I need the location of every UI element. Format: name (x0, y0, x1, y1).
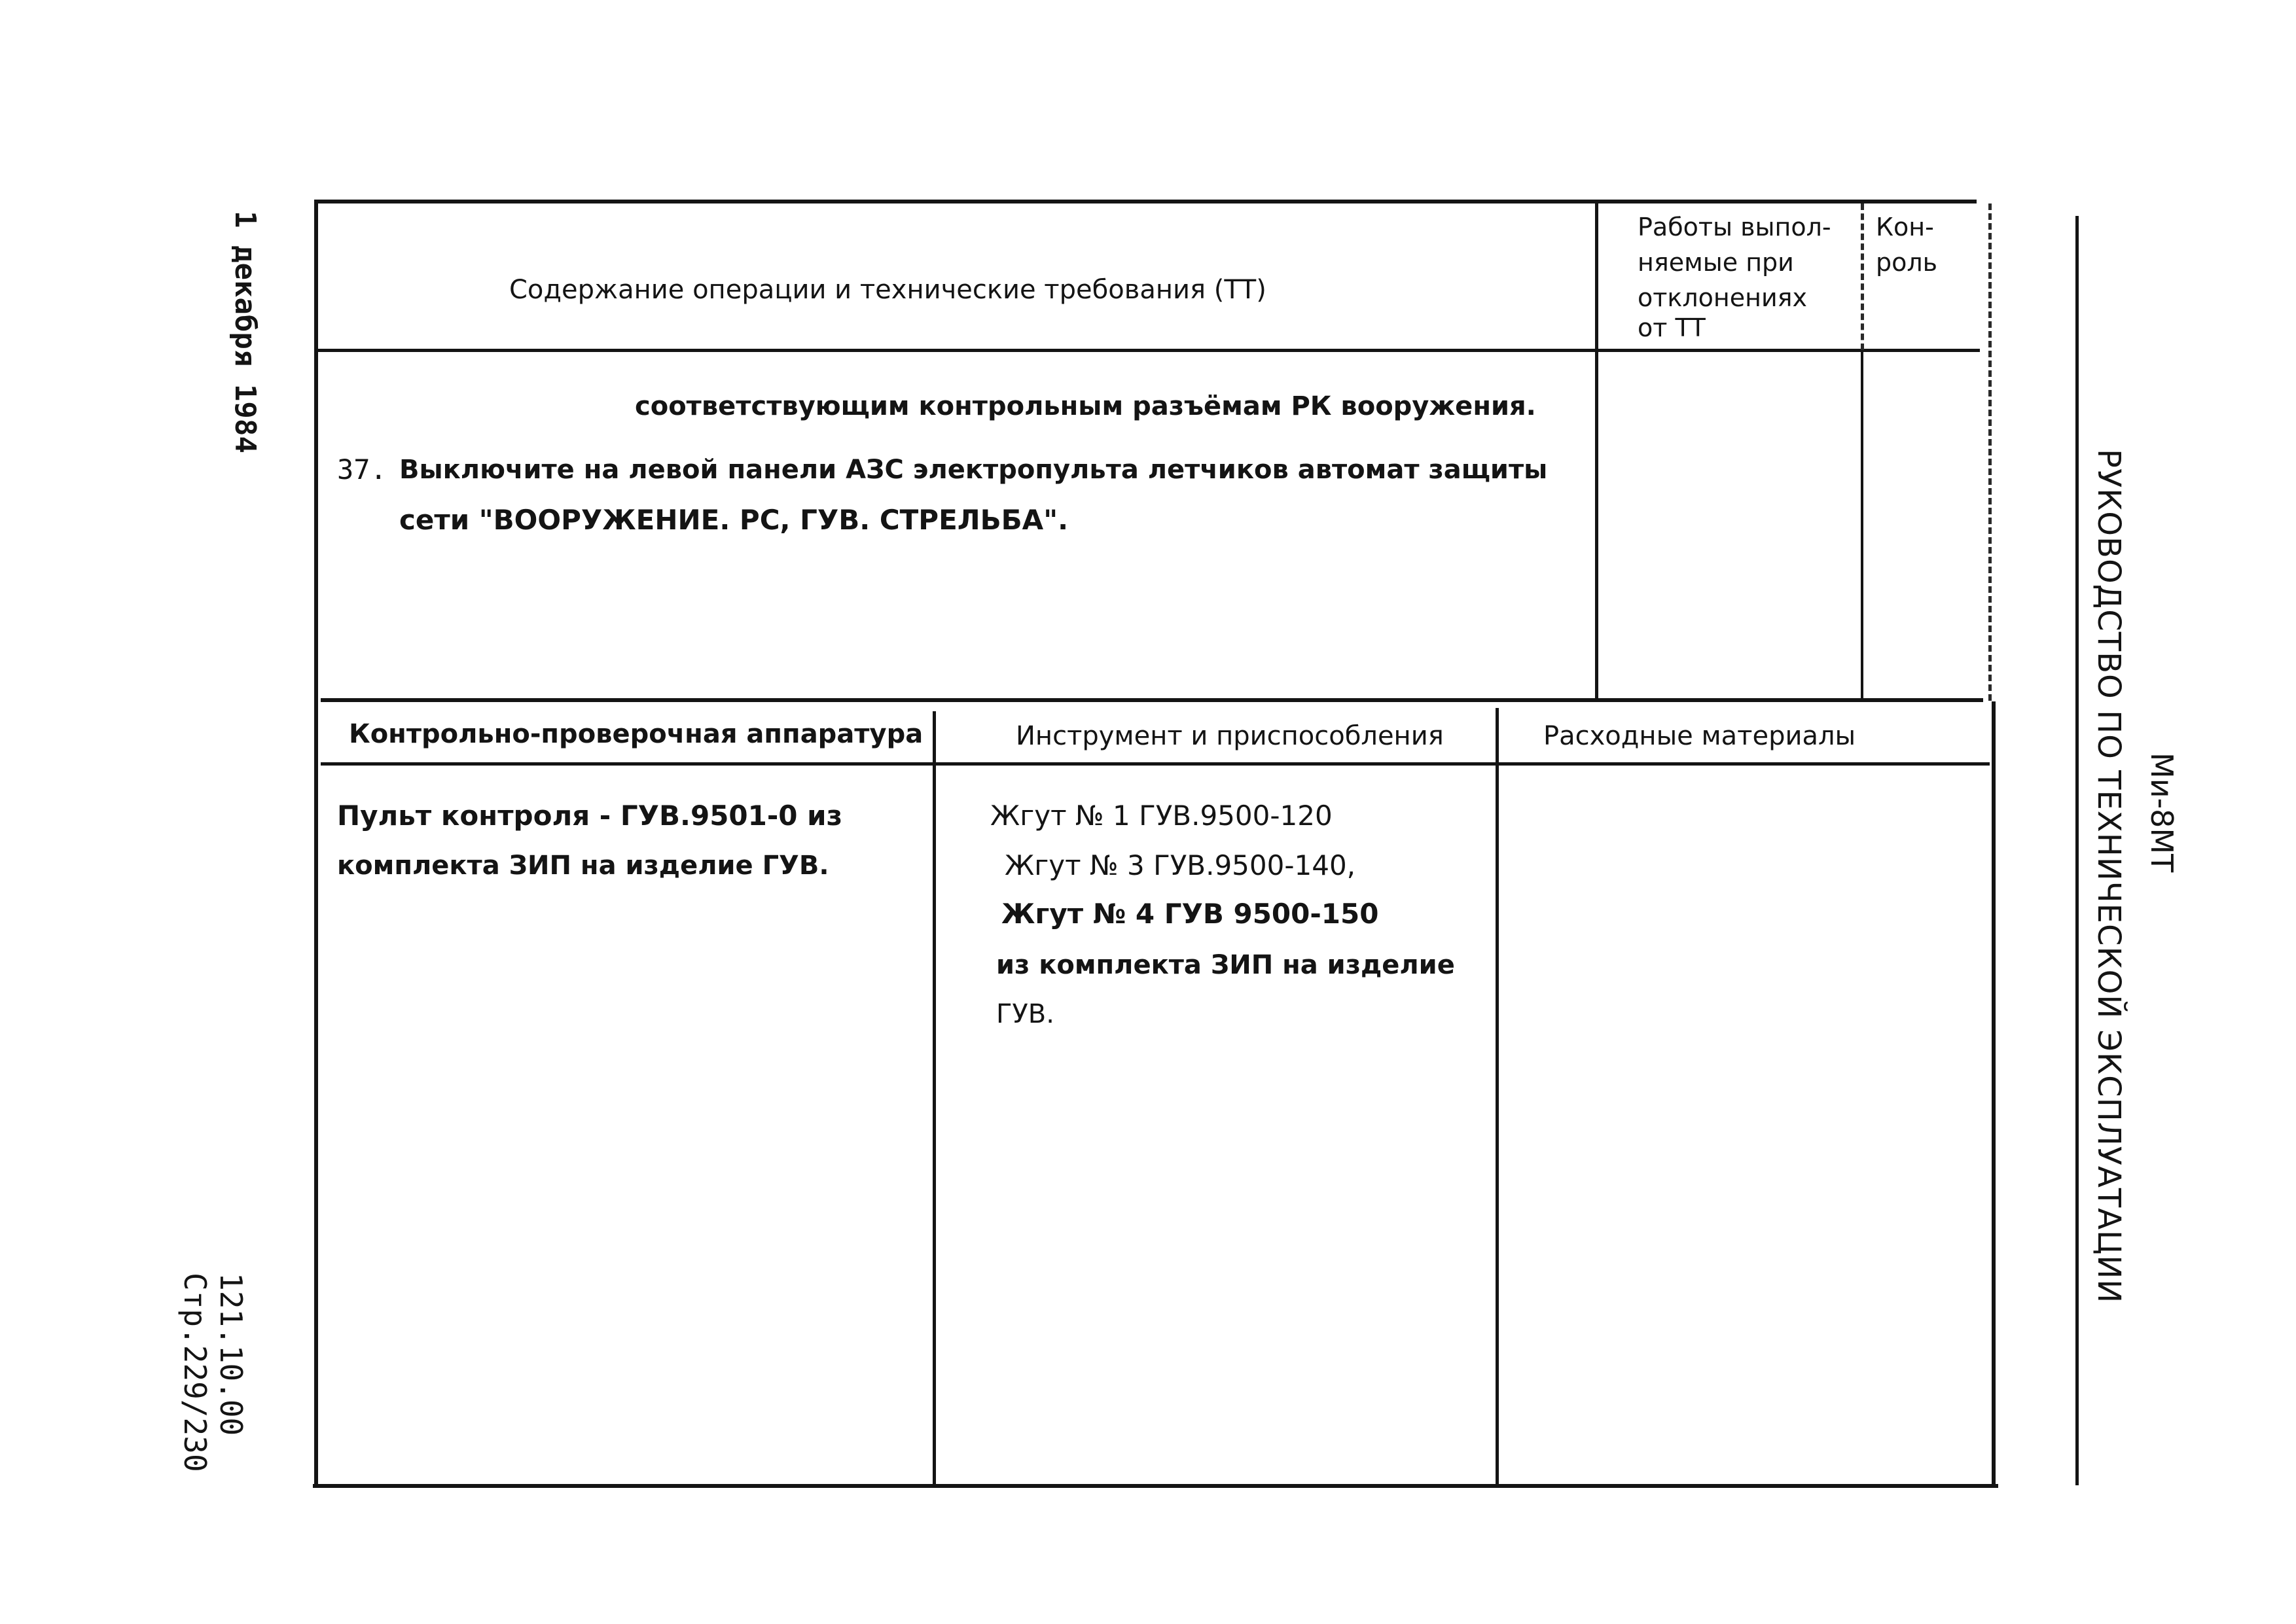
table-right-border-lower (1992, 701, 1996, 1487)
issue-date: 1 декабря 1984 (228, 211, 262, 453)
document-code: 121.10.00 (213, 1273, 249, 1436)
control-header-line: Кон- (1876, 213, 1934, 241)
table-left-border (314, 200, 318, 1487)
tools-line: Жгут № 1 ГУВ.9500-120 (990, 800, 1333, 832)
deviation-col-divider-lower (1595, 352, 1598, 700)
tools-line: из комплекта ЗИП на изделие (996, 950, 1455, 980)
manual-title: РУКОВОДСТВО ПО ТЕХНИЧЕСКОЙ ЭКСПЛУАТАЦИИ (2090, 449, 2127, 1304)
equipment-line: Пульт контроля - ГУВ.9501-0 из (337, 800, 842, 832)
table-top-border (317, 200, 1977, 203)
step-text-line2: сети "ВООРУЖЕНИЕ. РС, ГУВ. СТРЕЛЬБА". (399, 504, 1069, 536)
equipment-column-header: Контрольно-проверочная аппаратура (349, 719, 924, 749)
content-column-header: Содержание операции и технические требования (ТТ) (509, 275, 1266, 305)
tools-line: Жгут № 3 ГУВ.9500-140, (1005, 849, 1356, 881)
tools-column-header: Инструмент и приспособления (1016, 721, 1444, 751)
control-col-divider (1861, 203, 1864, 350)
deviations-header-line: от ТТ (1638, 313, 1706, 342)
tools-line: ГУВ. (996, 999, 1054, 1029)
page-reference: Стр.229/230 (177, 1273, 213, 1472)
materials-column-header: Расходные материалы (1543, 721, 1856, 751)
tools-materials-divider (1496, 708, 1499, 1485)
right-margin-rule (2075, 216, 2079, 1485)
step-text-line1: Выключите на левой панели АЗС электропульта летчиков автомат защиты (399, 455, 1548, 485)
equipment-tools-divider (933, 711, 936, 1485)
tools-line: Жгут № 4 ГУВ 9500-150 (1001, 898, 1379, 930)
operation-bottom-rule (321, 698, 1983, 702)
table-bottom-border (313, 1484, 1998, 1488)
materials-list (1505, 779, 1983, 1472)
step-number: 37. (337, 453, 387, 485)
table-right-border-upper (1988, 203, 1992, 701)
header-bottom-rule (317, 349, 1980, 352)
equipment-line: комплекта ЗИП на изделие ГУВ. (337, 851, 829, 881)
control-col-divider-lower (1861, 352, 1863, 700)
deviations-header-line: Работы выпол- (1638, 213, 1831, 241)
deviations-header-line: няемые при (1638, 248, 1794, 277)
deviations-header-line: отклонениях (1638, 283, 1807, 312)
continuation-line: соответствующим контрольным разъёмам РК вооружения. (635, 391, 1536, 421)
control-header-line: роль (1876, 248, 1938, 277)
deviation-col-divider (1595, 203, 1598, 351)
aircraft-model: Ми-8МТ (2144, 752, 2179, 873)
resources-header-rule (321, 762, 1990, 766)
